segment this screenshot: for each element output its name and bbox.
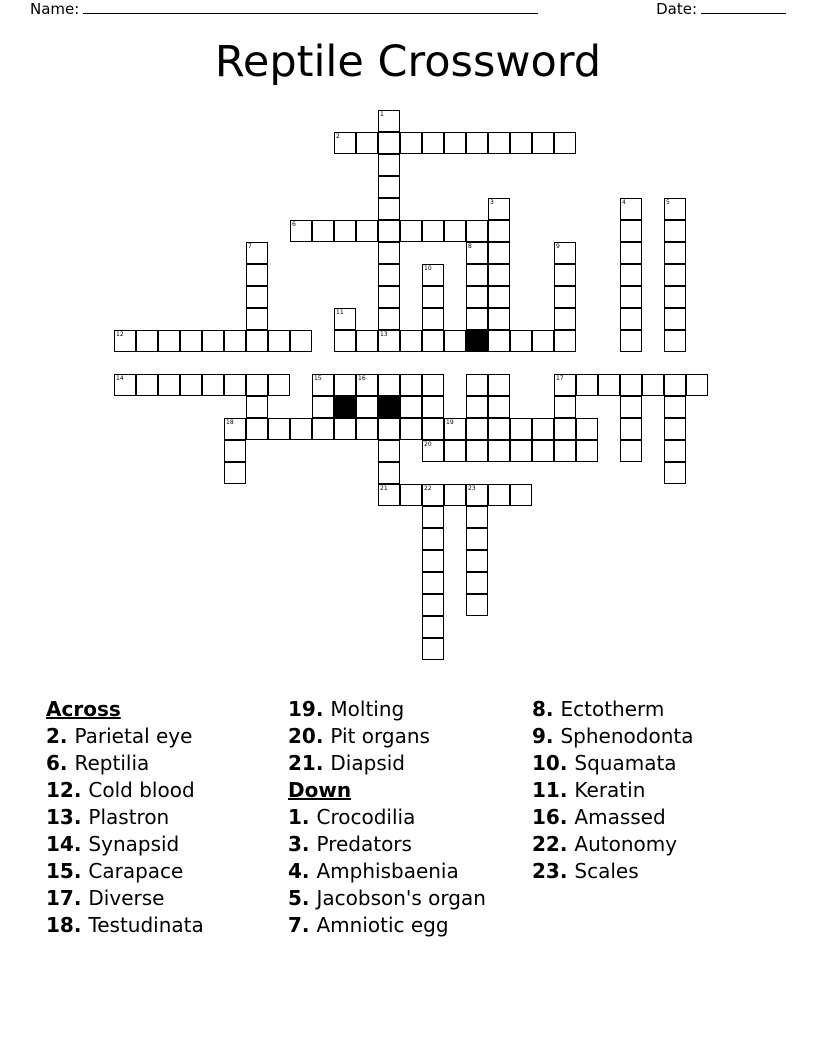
clue-column-1 [46,696,281,939]
grid-cell-blocked [378,396,400,418]
grid-cell[interactable] [466,528,488,550]
grid-cell[interactable] [488,132,510,154]
grid-cell[interactable] [312,220,334,242]
grid-cell[interactable] [422,638,444,660]
clue-item [46,885,281,912]
grid-cell[interactable] [620,374,642,396]
clue-item [532,777,772,804]
clue-item [288,723,530,750]
grid-cell[interactable] [378,484,400,506]
clue-number: 10. [532,751,575,775]
clue-text: Plastron [88,805,170,829]
grid-cell[interactable] [620,308,642,330]
grid-cell[interactable] [378,154,400,176]
grid-cell[interactable] [664,330,686,352]
clue-item [532,831,772,858]
date-label: Date: [656,0,697,18]
grid-cell-number: 10 [424,265,432,272]
grid-cell[interactable] [268,418,290,440]
grid-cell[interactable] [400,374,422,396]
grid-cell[interactable] [554,286,576,308]
grid-cell[interactable] [378,242,400,264]
grid-cell[interactable] [246,330,268,352]
grid-cell[interactable] [510,418,532,440]
down-heading: Down [288,778,352,802]
grid-cell[interactable] [312,418,334,440]
grid-cell-number: 8 [468,243,472,250]
grid-cell[interactable] [180,374,202,396]
clue-number: 23. [532,859,575,883]
grid-cell[interactable] [246,242,268,264]
grid-cell[interactable] [422,374,444,396]
grid-cell[interactable] [268,330,290,352]
grid-cell[interactable] [334,308,356,330]
grid-cell[interactable] [488,198,510,220]
grid-cell[interactable] [158,374,180,396]
grid-cell[interactable] [466,220,488,242]
grid-cell-number: 4 [622,199,626,206]
clue-text: Jacobson's organ [316,886,486,910]
grid-cell[interactable] [642,374,664,396]
grid-cell[interactable] [664,396,686,418]
grid-cell-number: 18 [226,419,234,426]
grid-cell[interactable] [246,396,268,418]
grid-cell[interactable] [400,330,422,352]
grid-cell[interactable] [466,594,488,616]
grid-cell[interactable] [422,528,444,550]
grid-cell[interactable] [246,308,268,330]
grid-cell-number: 17 [556,375,564,382]
grid-cell[interactable] [378,220,400,242]
grid-cell[interactable] [532,440,554,462]
grid-cell[interactable] [268,374,290,396]
grid-cell[interactable] [466,264,488,286]
grid-cell[interactable] [114,330,136,352]
grid-cell[interactable] [312,374,334,396]
date-field-group [656,0,786,18]
grid-cell[interactable] [356,396,378,418]
clue-text: Autonomy [574,832,678,856]
grid-cell[interactable] [620,440,642,462]
grid-cell[interactable] [664,418,686,440]
grid-cell[interactable] [246,264,268,286]
grid-cell[interactable] [554,308,576,330]
grid-cell[interactable] [510,484,532,506]
grid-cell[interactable] [422,286,444,308]
grid-cell[interactable] [466,286,488,308]
clue-text: Amniotic egg [316,913,449,937]
grid-cell-number: 20 [424,441,432,448]
grid-cell[interactable] [378,198,400,220]
grid-cell[interactable] [422,484,444,506]
grid-cell[interactable] [290,418,312,440]
grid-cell[interactable] [686,374,708,396]
grid-cell[interactable] [444,132,466,154]
grid-cell[interactable] [422,264,444,286]
grid-cell[interactable] [554,440,576,462]
clue-number: 8. [532,697,561,721]
grid-cell[interactable] [400,484,422,506]
grid-cell[interactable] [576,418,598,440]
grid-cell[interactable] [598,374,620,396]
grid-cell[interactable] [400,418,422,440]
clue-number: 21. [288,751,331,775]
grid-cell[interactable] [444,220,466,242]
grid-cell[interactable] [554,396,576,418]
grid-cell[interactable] [378,176,400,198]
clue-text: Reptilia [74,751,150,775]
grid-cell[interactable] [664,220,686,242]
grid-cell[interactable] [378,418,400,440]
grid-cell[interactable] [378,110,400,132]
grid-cell[interactable] [422,418,444,440]
grid-cell[interactable] [444,484,466,506]
grid-cell[interactable] [466,132,488,154]
grid-cell[interactable] [334,418,356,440]
grid-cell-number: 23 [468,485,476,492]
clue-text: Diverse [88,886,165,910]
grid-cell[interactable] [554,418,576,440]
grid-cell-number: 7 [248,243,252,250]
grid-cell[interactable] [246,374,268,396]
clue-number: 12. [46,778,89,802]
grid-cell[interactable] [532,132,554,154]
grid-cell[interactable] [554,264,576,286]
grid-cell[interactable] [664,264,686,286]
grid-cell[interactable] [488,286,510,308]
crossword-grid[interactable] [0,106,816,666]
grid-cell[interactable] [422,220,444,242]
grid-cell-number: 2 [336,133,340,140]
clue-text: Predators [316,832,412,856]
clue-number: 19. [288,697,331,721]
clue-text: Scales [574,859,639,883]
grid-cell[interactable] [488,374,510,396]
grid-cell[interactable] [378,462,400,484]
grid-cell[interactable] [664,374,686,396]
grid-cell[interactable] [444,418,466,440]
clue-item [288,696,530,723]
grid-cell[interactable] [620,220,642,242]
grid-cell[interactable] [620,418,642,440]
worksheet-header [30,0,786,28]
name-label: Name: [30,0,80,18]
grid-cell[interactable] [532,418,554,440]
grid-cell[interactable] [224,330,246,352]
clue-item [288,912,530,939]
clue-number: 6. [46,751,75,775]
grid-cell-number: 19 [446,419,454,426]
grid-cell[interactable] [554,242,576,264]
clue-text: Parietal eye [74,724,193,748]
grid-cell[interactable] [620,242,642,264]
grid-cell[interactable] [224,462,246,484]
clue-text: Squamata [574,751,677,775]
grid-cell[interactable] [466,506,488,528]
grid-cell-number: 12 [116,331,124,338]
clue-item [46,804,281,831]
clue-text: Ectotherm [560,697,665,721]
grid-cell[interactable] [444,330,466,352]
grid-cell[interactable] [378,440,400,462]
grid-cell[interactable] [466,242,488,264]
clue-text: Amassed [574,805,666,829]
grid-cell-number: 15 [314,375,322,382]
grid-cell[interactable] [378,308,400,330]
grid-cell[interactable] [466,550,488,572]
grid-cell-number: 11 [336,309,344,316]
grid-cell-number: 6 [292,221,296,228]
grid-cell[interactable] [136,374,158,396]
clue-item [288,885,530,912]
clue-number: 14. [46,832,89,856]
grid-cell[interactable] [378,330,400,352]
grid-cell[interactable] [510,330,532,352]
grid-cell[interactable] [378,286,400,308]
clue-item [532,696,772,723]
clue-section [46,696,776,976]
grid-cell[interactable] [356,418,378,440]
clue-item [288,858,530,885]
grid-cell[interactable] [202,330,224,352]
grid-cell[interactable] [664,440,686,462]
grid-cell[interactable] [466,396,488,418]
grid-cell[interactable] [422,132,444,154]
clue-text: Crocodilia [316,805,416,829]
grid-cell[interactable] [224,374,246,396]
clue-number: 11. [532,778,575,802]
grid-cell[interactable] [488,418,510,440]
page-title: Reptile Crossword [214,37,602,87]
clue-number: 5. [288,886,317,910]
clue-item [532,858,772,885]
grid-cell-number: 3 [490,199,494,206]
grid-cell[interactable] [224,440,246,462]
grid-cell[interactable] [620,198,642,220]
grid-cell[interactable] [488,264,510,286]
grid-cell[interactable] [246,286,268,308]
grid-cell[interactable] [224,418,246,440]
clue-text: Sphenodonta [560,724,694,748]
clue-number: 17. [46,886,89,910]
grid-cell[interactable] [466,308,488,330]
grid-cell[interactable] [466,484,488,506]
grid-cell[interactable] [488,242,510,264]
grid-cell[interactable] [422,308,444,330]
clue-item [288,804,530,831]
grid-cell[interactable] [202,374,224,396]
grid-cell[interactable] [488,396,510,418]
clue-text: Molting [330,697,405,721]
grid-cell[interactable] [334,220,356,242]
grid-cell[interactable] [378,132,400,154]
grid-cell[interactable] [488,440,510,462]
grid-cell[interactable] [290,220,312,242]
grid-cell[interactable] [356,132,378,154]
clue-text: Keratin [574,778,646,802]
grid-cell[interactable] [334,374,356,396]
grid-cell[interactable] [466,572,488,594]
grid-cell[interactable] [554,374,576,396]
grid-cell[interactable] [378,264,400,286]
grid-cell[interactable] [136,330,158,352]
clue-item [532,750,772,777]
grid-cell[interactable] [532,330,554,352]
clue-item [532,723,772,750]
grid-cell[interactable] [466,374,488,396]
grid-cell-number: 21 [380,485,388,492]
grid-cell[interactable] [488,330,510,352]
grid-cell[interactable] [114,374,136,396]
grid-cell-blocked [466,330,488,352]
grid-cell[interactable] [422,440,444,462]
clue-number: 16. [532,805,575,829]
clue-item [46,777,281,804]
clue-text: Cold blood [88,778,195,802]
clue-text: Carapace [88,859,184,883]
grid-cell[interactable] [620,286,642,308]
clue-number: 1. [288,805,317,829]
grid-cell[interactable] [466,440,488,462]
grid-cell[interactable] [554,132,576,154]
grid-cell[interactable] [290,330,312,352]
grid-cell[interactable] [664,308,686,330]
grid-cell[interactable] [180,330,202,352]
grid-cell[interactable] [576,374,598,396]
clue-number: 22. [532,832,575,856]
grid-cell[interactable] [356,374,378,396]
grid-cell-number: 13 [380,331,388,338]
grid-cell[interactable] [422,594,444,616]
across-heading: Across [46,697,121,721]
clue-text: Amphisbaenia [316,859,459,883]
clue-number: 15. [46,859,89,883]
clue-number: 13. [46,805,89,829]
grid-cell-number: 1 [380,111,384,118]
grid-cell-number: 9 [556,243,560,250]
clue-item [288,831,530,858]
grid-cell[interactable] [488,220,510,242]
grid-cell[interactable] [444,440,466,462]
grid-cell[interactable] [664,198,686,220]
clue-text: Testudinata [88,913,204,937]
grid-cell[interactable] [422,330,444,352]
grid-cell[interactable] [334,330,356,352]
grid-cell[interactable] [422,506,444,528]
clue-text: Diapsid [330,751,405,775]
clue-item [288,750,530,777]
date-input-line[interactable] [701,0,786,14]
grid-cell[interactable] [422,572,444,594]
grid-cell-number: 14 [116,375,124,382]
grid-cell[interactable] [246,418,268,440]
clue-number: 9. [532,724,561,748]
name-input-line[interactable] [83,0,538,14]
grid-cell[interactable] [620,264,642,286]
clue-item [46,831,281,858]
grid-cell-number: 5 [666,199,670,206]
grid-cell[interactable] [400,220,422,242]
grid-cell[interactable] [378,374,400,396]
grid-cell[interactable] [664,462,686,484]
grid-cell[interactable] [422,550,444,572]
grid-cell[interactable] [400,396,422,418]
grid-cell[interactable] [334,132,356,154]
clue-number: 7. [288,913,317,937]
grid-cell[interactable] [510,132,532,154]
clue-item [46,750,281,777]
clue-item [532,804,772,831]
clue-item [46,858,281,885]
clue-item [46,912,281,939]
grid-cell[interactable] [620,330,642,352]
clue-number: 20. [288,724,331,748]
grid-cell-number: 22 [424,485,432,492]
grid-cell[interactable] [356,330,378,352]
clue-text: Synapsid [88,832,180,856]
grid-cell[interactable] [664,242,686,264]
grid-cell[interactable] [576,440,598,462]
clue-number: 4. [288,859,317,883]
grid-cell[interactable] [422,616,444,638]
grid-cell[interactable] [510,440,532,462]
grid-cell[interactable] [356,220,378,242]
name-field-group [30,0,538,18]
grid-cell[interactable] [400,132,422,154]
clue-number: 2. [46,724,75,748]
grid-cell[interactable] [664,286,686,308]
grid-cell[interactable] [466,418,488,440]
grid-cell[interactable] [158,330,180,352]
grid-cell[interactable] [488,308,510,330]
clue-number: 18. [46,913,89,937]
grid-cell[interactable] [620,396,642,418]
clue-column-3 [532,696,772,885]
grid-cell[interactable] [488,484,510,506]
clue-column-2 [288,696,530,939]
grid-cell[interactable] [554,330,576,352]
grid-cell-blocked [334,396,356,418]
grid-cell[interactable] [312,396,334,418]
clue-text: Pit organs [330,724,430,748]
clue-number: 3. [288,832,317,856]
grid-cell[interactable] [422,396,444,418]
clue-item [46,723,281,750]
grid-cell-number: 16 [358,375,366,382]
